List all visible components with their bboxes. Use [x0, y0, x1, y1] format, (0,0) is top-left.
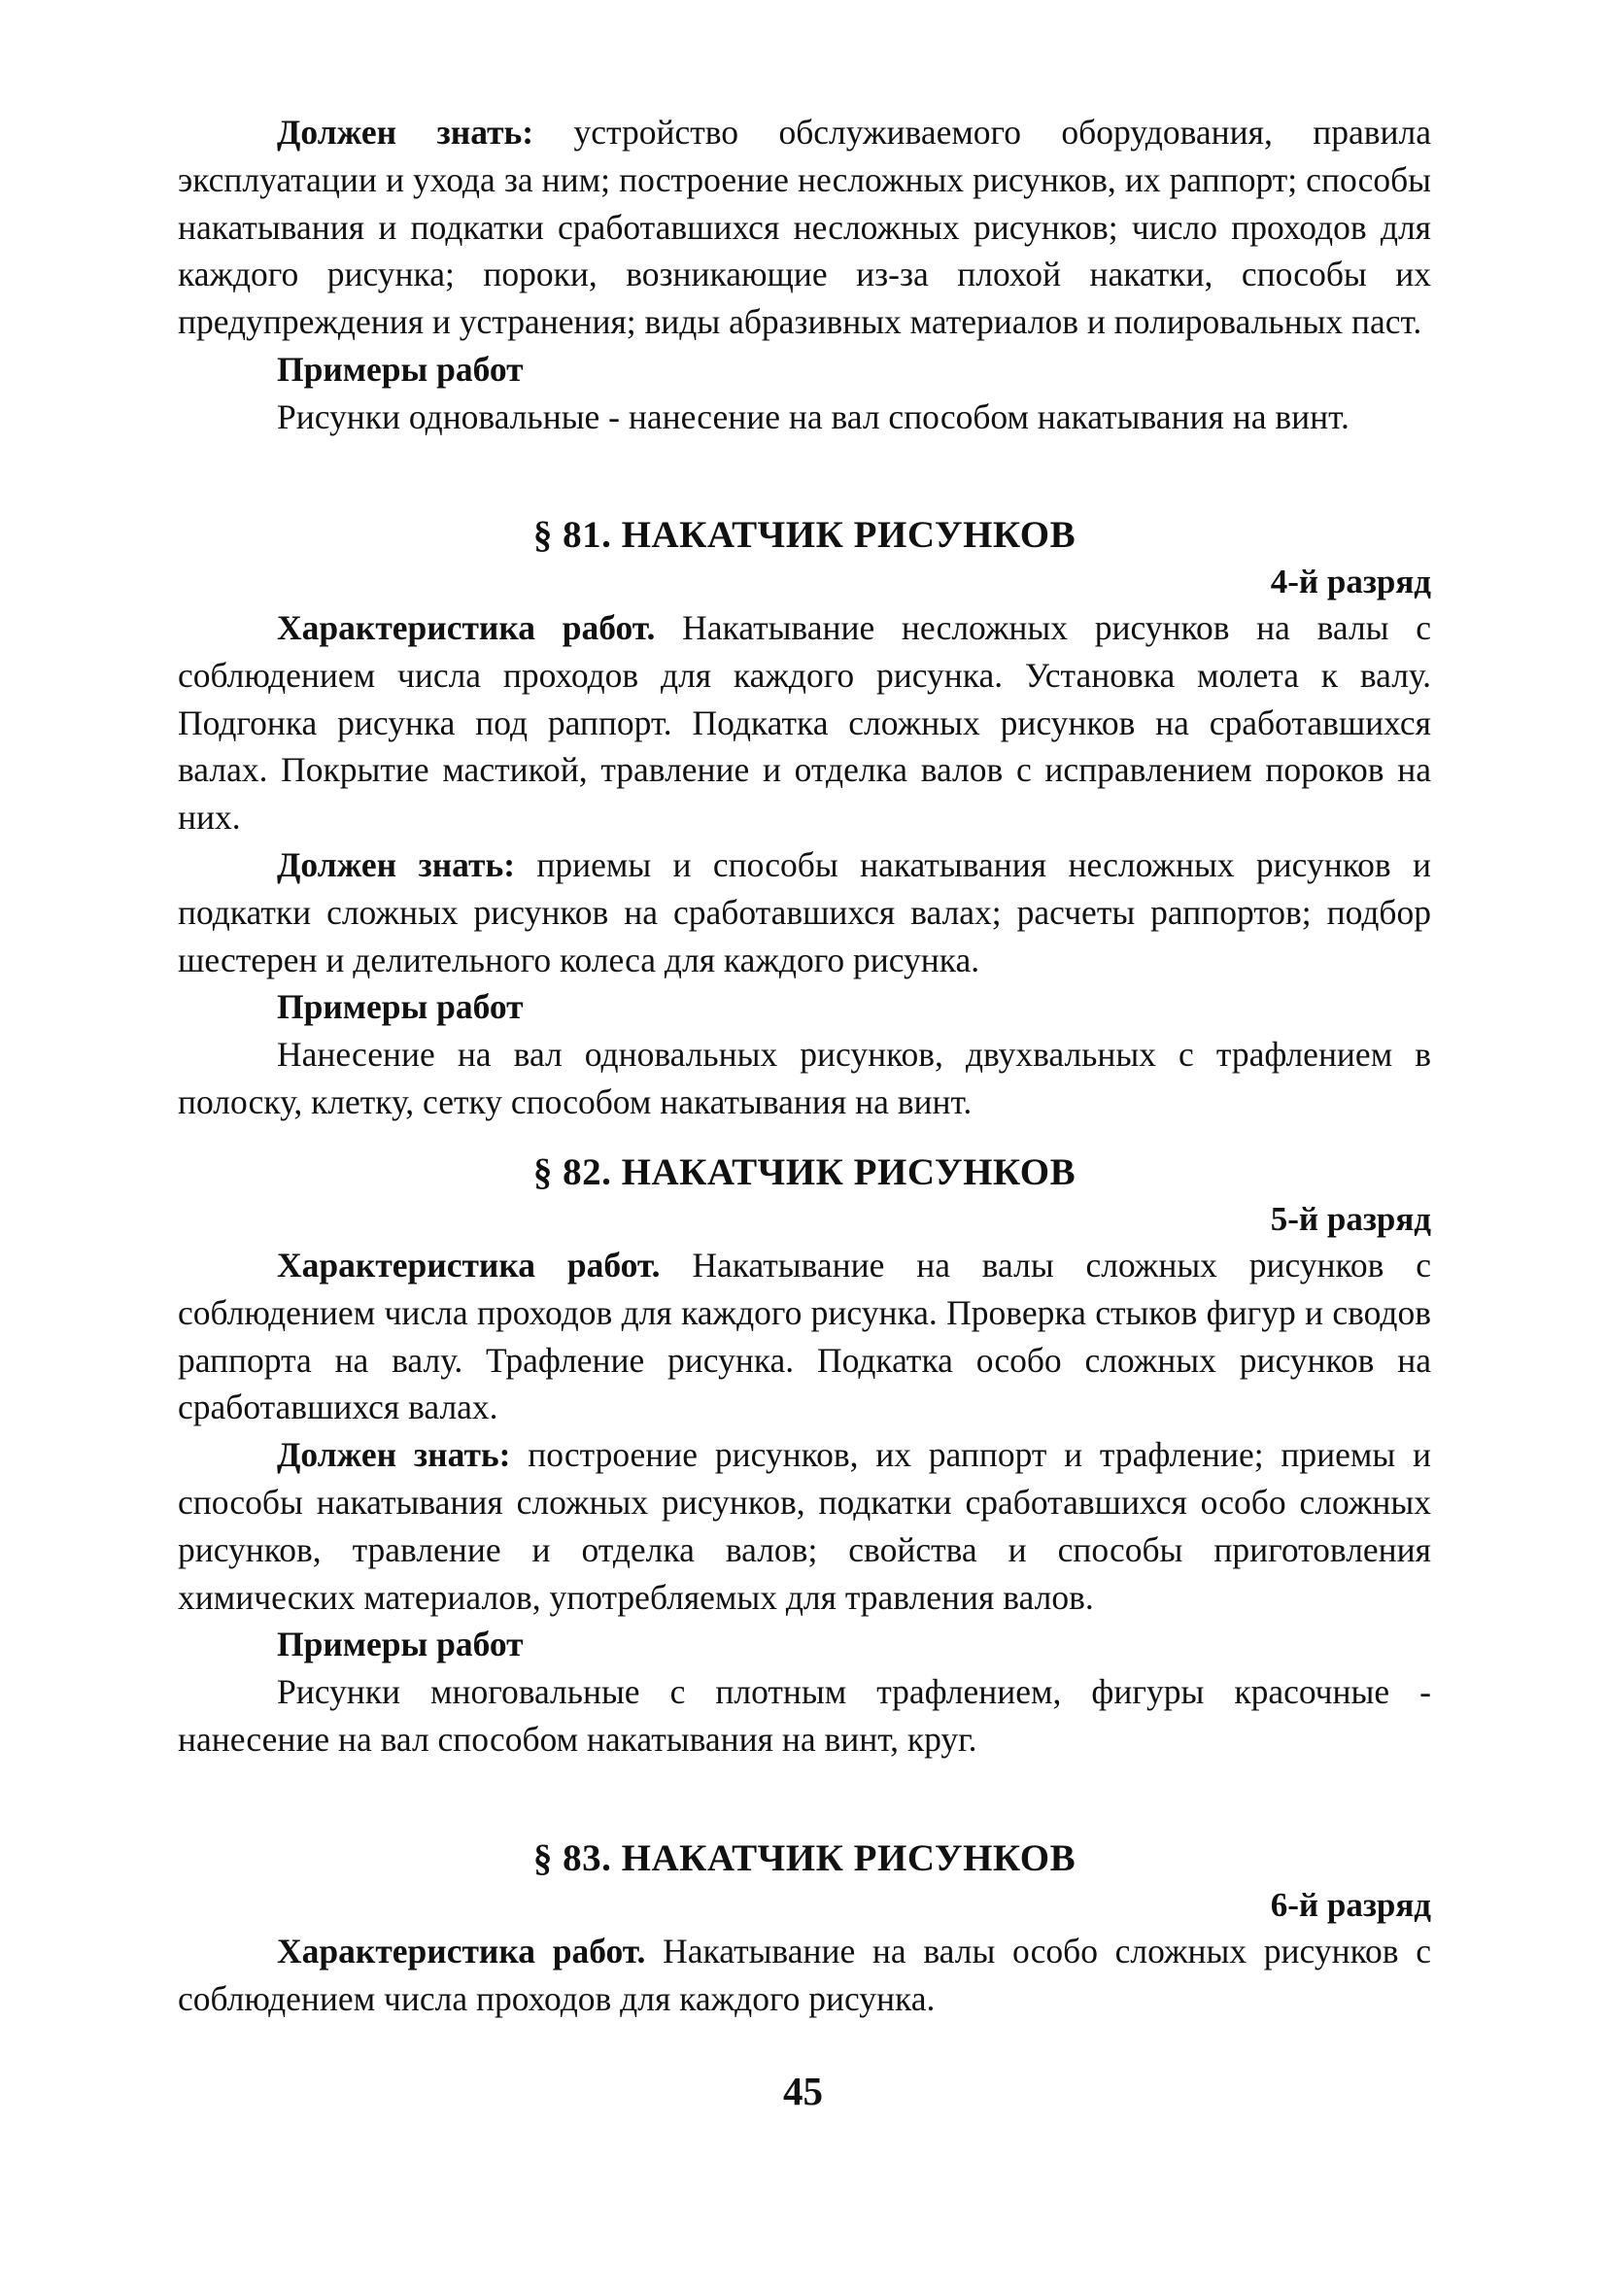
- examples-text: Нанесение на вал одновальных рисунков, двухвальных с трафлением в полоску, клетку, сетку способом накатывания на винт.: [178, 1035, 1431, 1121]
- know-paragraph: [178, 1431, 1431, 1621]
- section-heading: § 83. НАКАТЧИК РИСУНКОВ: [532, 1837, 1076, 1879]
- know-label: Должен знать:: [277, 1435, 511, 1475]
- characteristic-label: Характеристика работ.: [277, 1932, 646, 1970]
- section-82: [178, 1148, 1431, 1764]
- know-paragraph: [178, 109, 1431, 346]
- section-81: [178, 511, 1431, 1126]
- characteristic-paragraph: [178, 604, 1431, 841]
- characteristic-paragraph: [178, 1928, 1431, 2023]
- characteristic-label: Характеристика работ.: [277, 1246, 661, 1285]
- characteristic-text: Накатывание на валы особо сложных рисунков с соблюдением числа проходов для каждого рисунка.: [178, 1932, 1431, 2018]
- examples-label: Примеры работ: [277, 987, 524, 1027]
- know-paragraph: [178, 841, 1431, 983]
- characteristic-label: Характеристика работ.: [277, 608, 656, 647]
- section-heading: § 82. НАКАТЧИК РИСУНКОВ: [532, 1151, 1076, 1193]
- top-block: [178, 109, 1431, 441]
- grade-label: 5-й разряд: [1270, 1200, 1431, 1238]
- know-label: Должен знать:: [277, 113, 534, 152]
- examples-text: Рисунки многовальные с плотным трафлением, фигуры красочные - нанесение на вал способом накатывания на винт, круг.: [178, 1672, 1431, 1759]
- grade-label: 4-й разряд: [1270, 563, 1431, 600]
- characteristic-text: Накатывание на валы сложных рисунков с соблюдением числа проходов для каждого рисунка. Проверка стыков фигур и сводов раппорта на валу. Трафление рисунка. Подкатка особо сложных рисунков на сработавшихся валах.: [178, 1246, 1431, 1427]
- know-label: Должен знать:: [277, 844, 516, 884]
- section-heading: § 81. НАКАТЧИК РИСУНКОВ: [532, 514, 1076, 556]
- characteristic-text: Накатывание несложных рисунков на валы с соблюдением числа проходов для каждого рисунка. Установка молета к валу. Подгонка рисунка под раппорт. Подкатка сложных рисунков на сработавшихся валах. Покрытие мастикой, травление и отделка валов с исправлением пороков на них.: [178, 608, 1431, 838]
- examples-text: Рисунки одновальные - нанесение на вал способом накатывания на винт.: [277, 396, 1350, 436]
- know-text: устройство обслуживаемого оборудования, правила эксплуатации и ухода за ним; построение несложных рисунков, их раппорт; способы накатывания и подкатки сработавшихся несложных рисунков; число проходов для каждого рисунка; пороки, возникающие из-за плохой накатки, способы их предупреждения и устранения; виды абразивных материалов и полировальных паст.: [178, 113, 1431, 342]
- know-text: приемы и способы накатывания несложных рисунков и подкатки сложных рисунков на сработавшихся валах; расчеты раппортов; подбор шестерен и делительного колеса для каждого рисунка.: [178, 844, 1431, 979]
- examples-label: Примеры работ: [277, 1625, 524, 1664]
- page-number: 45: [783, 2069, 823, 2113]
- know-text: построение рисунков, их раппорт и трафление; приемы и способы накатывания сложных рисунков, подкатки сработавшихся особо сложных рисунков, травление и отделка валов; свойства и способы приготовления химических материалов, употребляемых для травления валов.: [178, 1435, 1431, 1617]
- examples-label: Примеры работ: [277, 349, 524, 389]
- section-83: [178, 1834, 1431, 2023]
- grade-label: 6-й разряд: [1270, 1886, 1431, 1924]
- characteristic-paragraph: [178, 1242, 1431, 1431]
